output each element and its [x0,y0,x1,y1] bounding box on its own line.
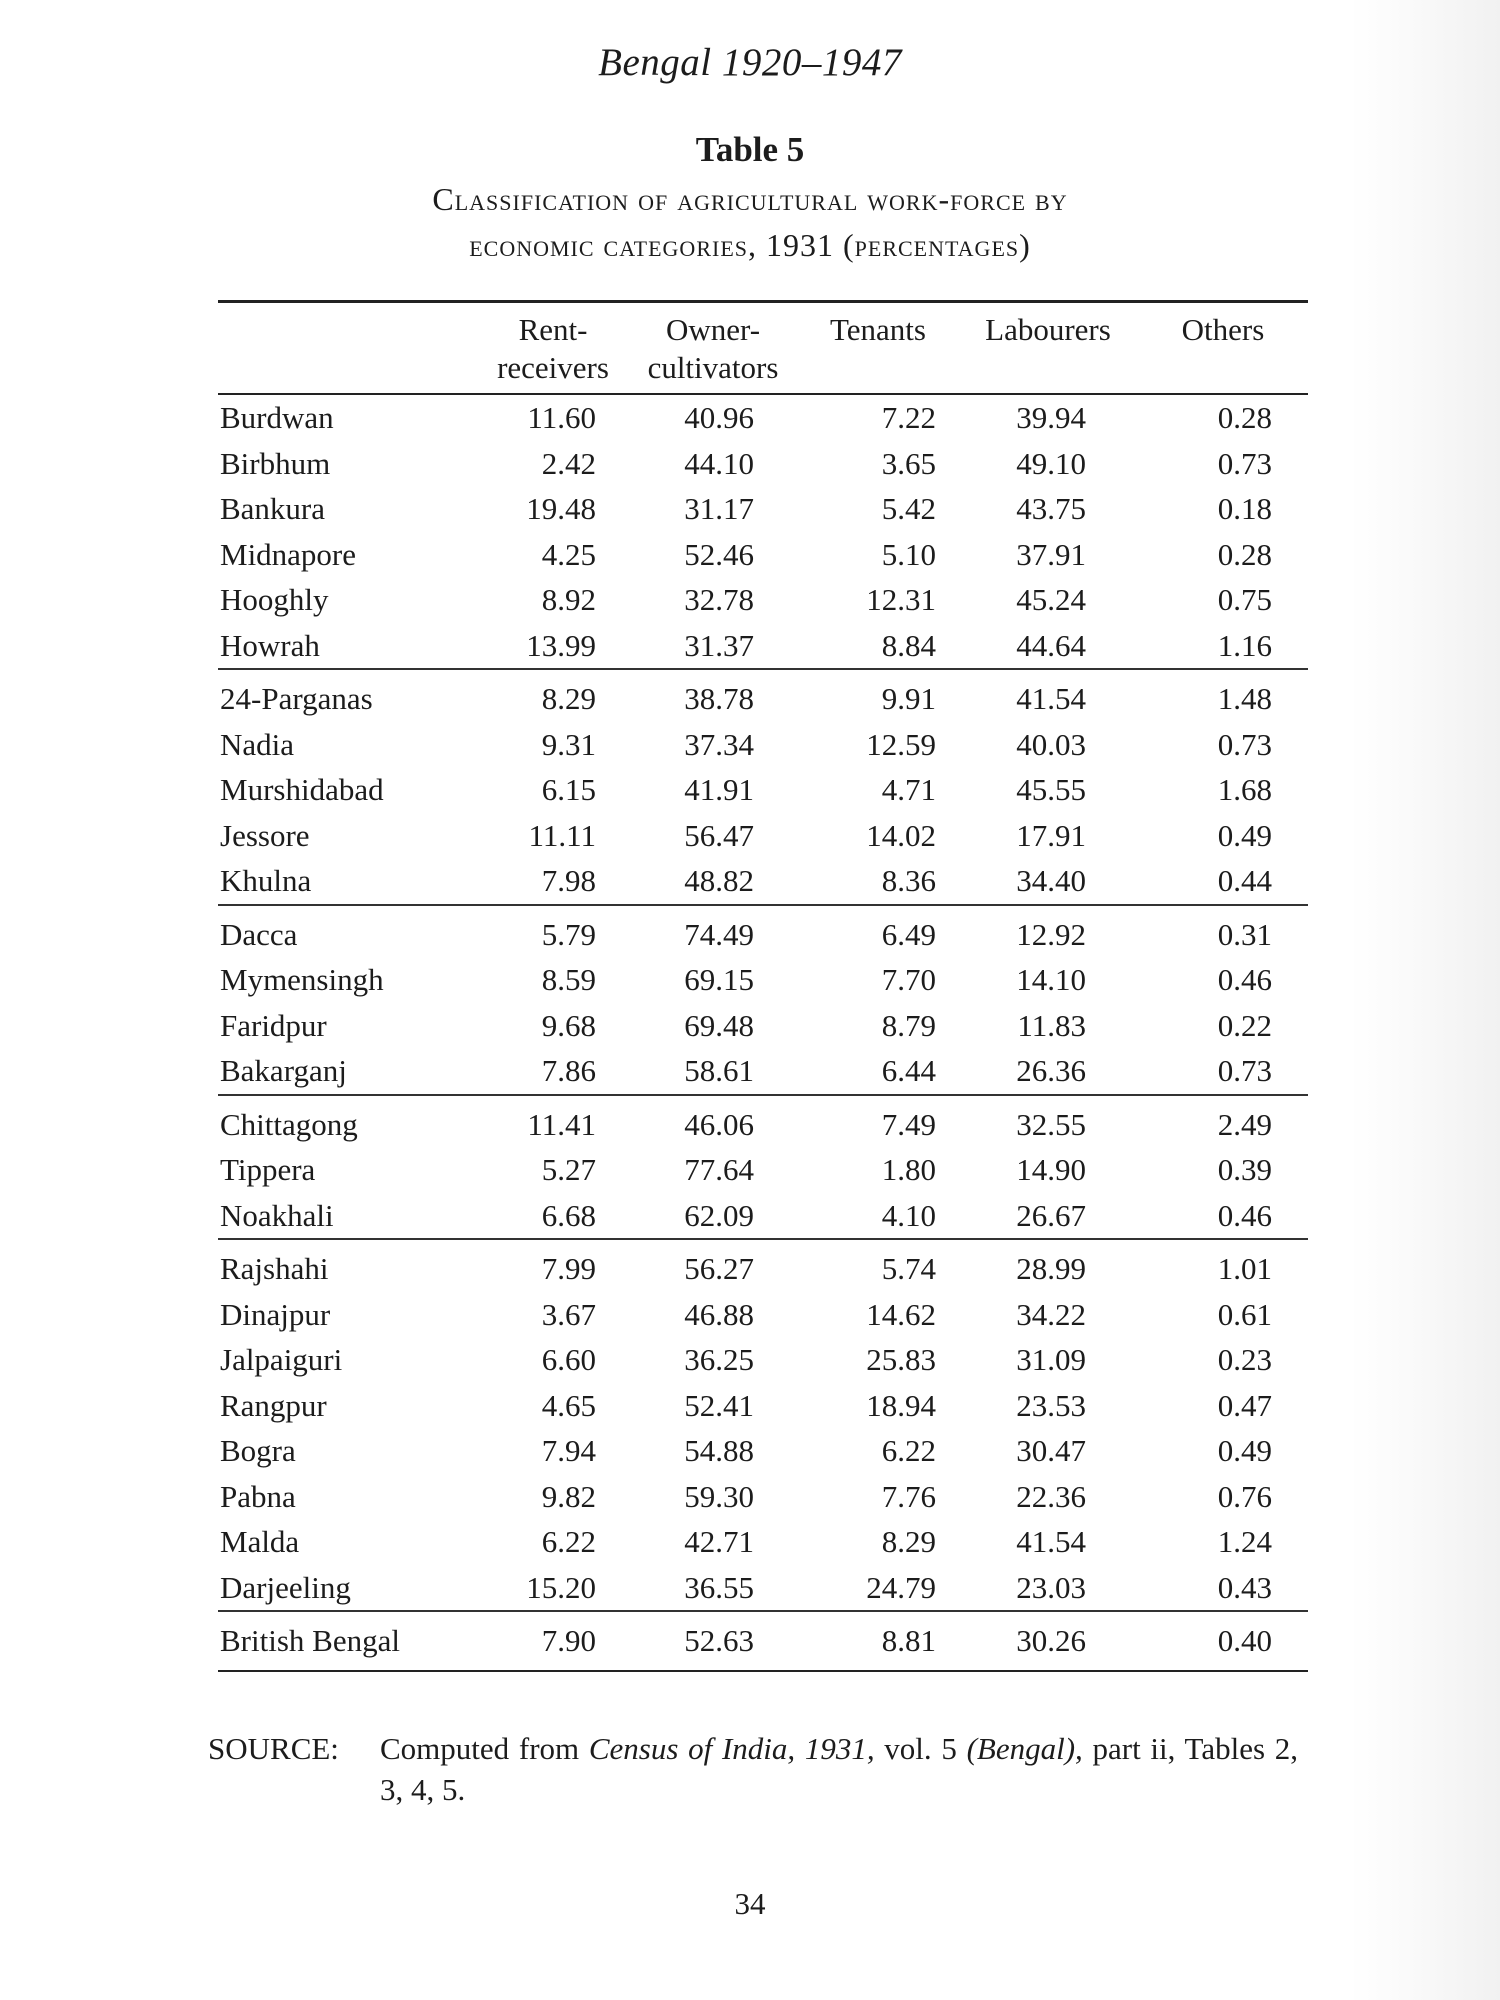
district-name: British Bengal [220,1623,400,1658]
table-row [218,1239,1308,1292]
cell-value: 15.20 [478,1565,628,1612]
cell-value: 7.76 [881,1478,936,1514]
table-row [218,1565,1308,1612]
header-others: Others [1181,312,1265,347]
cell-value: 36.55 [628,1565,798,1612]
district-name: Tippera [220,1152,316,1187]
cell-value: 14.62 [866,1296,936,1332]
table-row [218,957,1308,1003]
district-name: Bogra [220,1433,296,1468]
cell-value: 37.34 [684,726,754,762]
cell-value: 7.70 [881,962,936,997]
cell-value: 13.99 [478,623,628,670]
district-name: Khulna [218,858,478,905]
cell-value: 5.74 [881,1251,936,1286]
cell-value: 41.54 [1016,1524,1086,1559]
cell-value: 7.98 [478,858,628,905]
cell-value: 5.27 [541,1152,596,1187]
cell-value: 6.68 [478,1193,628,1240]
cell-value: 9.82 [541,1478,596,1514]
cell-value: 38.78 [684,681,754,716]
district-name: Mymensingh [220,962,384,997]
table-row [218,441,1308,487]
cell-value: 69.15 [684,962,754,997]
cell-value: 0.44 [1138,858,1308,905]
cell-value: 40.03 [1016,726,1086,762]
table-row [218,1292,1308,1338]
cell-value: 8.84 [798,623,958,670]
cell-value: 18.94 [866,1387,936,1423]
cell-value: 0.23 [1217,1342,1272,1377]
cell-value: 28.99 [1016,1251,1086,1286]
header-rent-receivers: Rent- receivers [497,312,609,385]
cell-value: 2.42 [541,445,596,481]
caption-line-2: economic categories, 1931 (percentages) [469,227,1031,263]
cell-value: 14.02 [866,817,936,853]
cell-value: 7.90 [541,1623,596,1658]
cell-value: 7.22 [881,400,936,435]
district-name: Burdwan [220,400,334,435]
district-name: Malda [220,1524,300,1559]
cell-value: 14.10 [1016,962,1086,997]
page-edge-shadow [1350,0,1500,2000]
district-name: Jalpaiguri [220,1342,343,1377]
cell-value: 32.78 [684,582,754,617]
cell-value: 43.75 [1016,491,1086,526]
cell-value: 23.53 [1016,1387,1086,1423]
cell-value: 0.22 [1217,1007,1272,1043]
cell-value: 8.29 [541,681,596,716]
cell-value: 11.11 [528,817,596,853]
district-name: Howrah [218,623,478,670]
cell-value: 5.10 [881,536,936,572]
cell-value: 14.90 [1016,1152,1086,1187]
cell-value: 52.41 [684,1387,754,1423]
cell-value: 0.40 [1217,1623,1272,1658]
cell-value: 31.17 [684,491,754,526]
district-name: Bankura [220,491,326,526]
table-label: Table 5 [695,130,805,169]
total-row [218,1611,1308,1671]
cell-value: 3.67 [541,1296,596,1332]
cell-value: 0.76 [1217,1478,1272,1514]
cell-value: 36.25 [684,1342,754,1377]
cell-value: 45.55 [1016,772,1086,807]
cell-value: 12.31 [866,582,936,617]
cell-value: 9.91 [881,681,936,716]
cell-value: 0.43 [1138,1565,1308,1612]
cell-value: 5.79 [541,916,596,952]
data-table [218,300,1308,1672]
cell-value: 12.92 [1016,916,1086,952]
source-region: (Bengal), [966,1731,1083,1766]
cell-value: 30.47 [1016,1433,1086,1468]
cell-value: 0.73 [1217,726,1272,762]
table-row [218,1337,1308,1383]
cell-value: 0.31 [1217,916,1272,952]
table-row [218,394,1308,441]
table-row [218,1147,1308,1193]
cell-value: 6.44 [798,1048,958,1095]
table-header [218,302,1308,395]
table-row [218,722,1308,768]
cell-value: 0.75 [1217,582,1272,617]
district-name: Rangpur [220,1387,327,1423]
source-text: Computed from Census of India, 1931, vol. 5 (Bengal), part ii, Tables 2, 3, 4, 5. [380,1731,1298,1807]
table-row [218,532,1308,578]
cell-value: 0.39 [1217,1152,1272,1187]
cell-value: 12.59 [866,726,936,762]
cell-value: 30.26 [1016,1623,1086,1658]
cell-value: 8.79 [881,1007,936,1043]
cell-value: 5.42 [881,491,936,526]
cell-value: 0.49 [1217,1433,1272,1468]
table-row [218,1519,1308,1565]
cell-value: 1.68 [1217,772,1272,807]
cell-value: 48.82 [628,858,798,905]
cell-value: 22.36 [1016,1478,1086,1514]
header-tenants: Tenants [830,312,926,347]
cell-value: 26.36 [958,1048,1138,1095]
district-name: 24-Parganas [220,681,373,716]
cell-value: 34.40 [958,858,1138,905]
source-label: SOURCE: [208,1731,339,1766]
cell-value: 19.48 [526,491,596,526]
table-row [218,813,1308,859]
cell-value: 2.49 [1217,1106,1272,1142]
cell-value: 31.37 [628,623,798,670]
cell-value: 46.06 [684,1106,754,1142]
cell-value: 6.49 [881,916,936,952]
cell-value: 54.88 [684,1433,754,1468]
cell-value: 37.91 [1016,536,1086,572]
cell-value: 8.29 [881,1524,936,1559]
district-name: Midnapore [220,536,357,572]
district-name: Dacca [220,916,298,952]
table-caption [0,176,1500,268]
table-row [218,905,1308,958]
table-row [218,1095,1308,1148]
district-name: Darjeeling [218,1565,478,1612]
table-row [218,577,1308,623]
page-number: 34 [734,1886,766,1921]
cell-value: 56.27 [684,1251,754,1286]
cell-value: 41.54 [1016,681,1086,716]
district-name: Chittagong [220,1106,358,1142]
cell-value: 23.03 [958,1565,1138,1612]
cell-value: 45.24 [1016,582,1086,617]
cell-value: 46.88 [684,1296,754,1332]
cell-value: 11.83 [1017,1007,1086,1043]
cell-value: 0.18 [1217,491,1272,526]
table-row [218,1474,1308,1520]
district-name: Dinajpur [220,1296,331,1332]
cell-value: 1.80 [881,1152,936,1187]
cell-value: 17.91 [1016,817,1086,853]
district-name: Rajshahi [220,1251,329,1286]
source-census-title: Census of India, 1931, [588,1731,875,1766]
cell-value: 1.01 [1217,1251,1272,1286]
cell-value: 25.83 [866,1342,936,1377]
cell-value: 32.55 [1016,1106,1086,1142]
cell-value: 52.46 [684,536,754,572]
cell-value: 40.96 [684,400,754,435]
source-note [208,1728,1298,1810]
cell-value: 7.99 [541,1251,596,1286]
cell-value: 56.47 [684,817,754,853]
district-name: Noakhali [218,1193,478,1240]
cell-value: 42.71 [684,1524,754,1559]
cell-value: 7.49 [881,1106,936,1142]
cell-value: 4.71 [881,772,936,807]
cell-value: 4.25 [541,536,596,572]
cell-value: 0.61 [1217,1296,1272,1332]
cell-value: 6.15 [541,772,596,807]
cell-value: 24.79 [798,1565,958,1612]
cell-value: 0.46 [1138,1193,1308,1240]
cell-value: 7.86 [478,1048,628,1095]
district-name: Faridpur [220,1007,327,1043]
table-body [218,394,1308,1671]
cell-value: 1.16 [1138,623,1308,670]
table-row [218,1193,1308,1240]
cell-value: 49.10 [1016,445,1086,481]
table-row [218,1003,1308,1049]
cell-value: 0.73 [1138,1048,1308,1095]
table-row [218,623,1308,670]
cell-value: 0.46 [1217,962,1272,997]
header-owner-cultivators: Owner- cultivators [647,312,779,385]
cell-value: 39.94 [1016,400,1086,435]
cell-value: 26.67 [958,1193,1138,1240]
cell-value: 1.24 [1217,1524,1272,1559]
cell-value: 4.65 [541,1387,596,1423]
table-row [218,1428,1308,1474]
cell-value: 44.64 [958,623,1138,670]
cell-value: 59.30 [684,1478,754,1514]
cell-value: 6.22 [881,1433,936,1468]
cell-value: 44.10 [684,445,754,481]
cell-value: 9.68 [541,1007,596,1043]
cell-value: 1.48 [1217,681,1272,716]
cell-value: 58.61 [628,1048,798,1095]
cell-value: 8.92 [541,582,596,617]
table-row [218,1383,1308,1429]
cell-value: 8.36 [798,858,958,905]
district-name: Jessore [220,817,310,853]
cell-value: 4.10 [798,1193,958,1240]
cell-value: 62.09 [628,1193,798,1240]
cell-value: 3.65 [881,445,936,481]
cell-value: 69.48 [684,1007,754,1043]
table-row [218,858,1308,905]
cell-value: 9.31 [541,726,596,762]
district-name: Hooghly [220,582,329,617]
cell-value: 31.09 [1016,1342,1086,1377]
cell-value: 0.28 [1217,400,1272,435]
running-head: Bengal 1920–1947 [598,41,902,84]
cell-value: 8.81 [881,1623,936,1658]
district-name: Nadia [220,726,295,762]
cell-value: 11.60 [527,400,596,435]
table-row [218,669,1308,722]
cell-value: 0.49 [1217,817,1272,853]
cell-value: 6.22 [541,1524,596,1559]
district-name: Bakarganj [218,1048,478,1095]
cell-value: 41.91 [684,772,754,807]
cell-value: 74.49 [684,916,754,952]
cell-value: 6.60 [541,1342,596,1377]
cell-value: 52.63 [684,1623,754,1658]
header-district [218,302,478,395]
header-labourers: Labourers [985,312,1111,347]
district-name: Birbhum [220,445,331,481]
cell-value: 34.22 [1016,1296,1086,1332]
table-row [218,1048,1308,1095]
district-name: Pabna [220,1478,296,1514]
cell-value: 8.59 [541,962,596,997]
cell-value: 0.73 [1217,445,1272,481]
cell-value: 11.41 [527,1106,596,1142]
header-row [218,302,1308,395]
table-row [218,486,1308,532]
cell-value: 0.28 [1217,536,1272,572]
district-name: Murshidabad [220,772,384,807]
cell-value: 77.64 [684,1152,754,1187]
table-row [218,767,1308,813]
cell-value: 0.47 [1217,1387,1272,1423]
cell-value: 7.94 [541,1433,596,1468]
caption-line-1: Classification of agricultural work-force by [432,181,1068,217]
